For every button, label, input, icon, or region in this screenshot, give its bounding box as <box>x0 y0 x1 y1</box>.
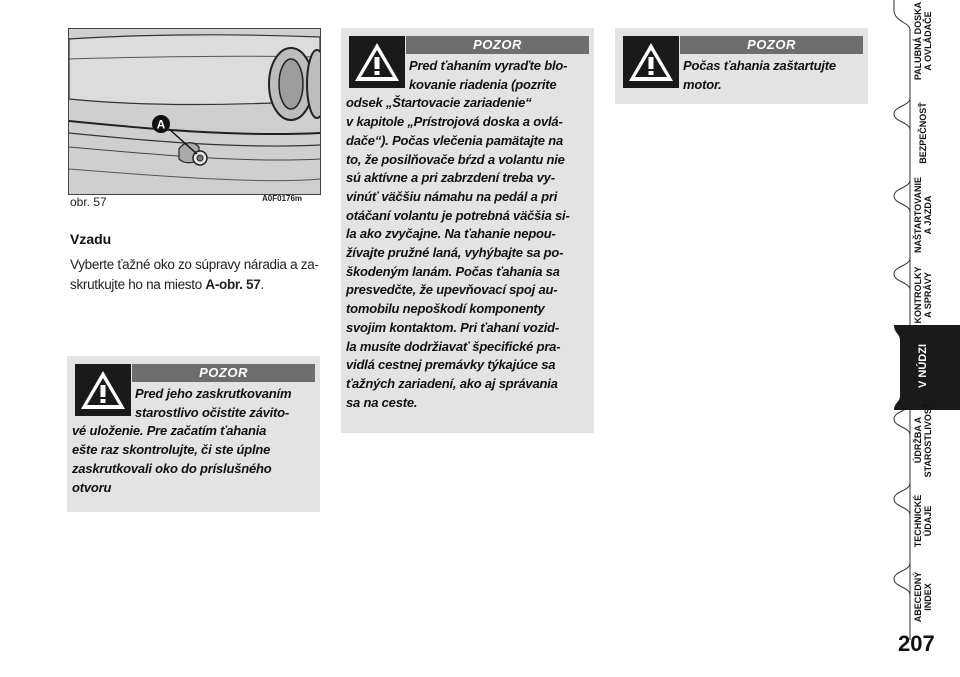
warning-line: kovanie riadenia (pozrite <box>409 76 557 92</box>
tab-label: NAŠTARTOVANIE <box>912 176 923 254</box>
warning-line: tomobilu nepoškodí komponenty <box>346 301 545 317</box>
warning-line: motor. <box>683 76 722 92</box>
body-figure-ref: A-obr. 57 <box>205 277 261 292</box>
tab-label: ÚDAJE <box>922 505 933 537</box>
tab-v-nudzi[interactable] <box>895 333 950 399</box>
warning-line: vinúť väčšiu námahu na pedál a pri <box>346 188 558 204</box>
warning-line: svojim kontaktom. Pri ťahaní vozid- <box>346 319 560 335</box>
warning-box-engine <box>615 28 868 104</box>
warning-text <box>683 57 863 94</box>
tab-abecedny-index[interactable] <box>895 564 950 630</box>
section-heading: Vzadu <box>70 231 112 247</box>
warning-line: odsek „Štartovacie zariadenie“ <box>346 95 532 111</box>
warning-box-steering <box>341 28 594 433</box>
warning-line: Pred ťahaním vyraďte blo- <box>409 58 568 73</box>
warning-line: otvoru <box>72 479 112 495</box>
warning-text <box>346 57 589 412</box>
tab-label: A OVLÁDAČE <box>922 11 933 71</box>
figure-caption: obr. 57 <box>70 195 107 209</box>
warning-line: vidlá cestnej premávky týkajúce sa <box>346 357 556 373</box>
figure-code: A0F0176m <box>262 194 303 203</box>
tab-technicke-udaje[interactable] <box>895 488 950 554</box>
warning-line: zaskrutkovali oko do príslušného <box>72 460 272 476</box>
tab-bezpecnost[interactable] <box>895 100 950 166</box>
tab-label: ABECEDNÝ <box>912 571 923 623</box>
car-rear-illustration <box>69 29 320 194</box>
warning-title: POZOR <box>680 36 863 54</box>
tab-label: A JAZDA <box>922 195 933 235</box>
page-number: 207 <box>898 631 935 656</box>
warning-line: škodeným lanám. Počas ťahania sa <box>346 263 560 279</box>
warning-line: ťažných zariadení, ako aj správania <box>346 375 558 391</box>
tab-nastartovanie[interactable] <box>895 176 950 254</box>
warning-triangle-icon <box>623 36 679 88</box>
warning-line: ešte raz skontrolujte, či ste úplne <box>72 442 271 458</box>
warning-box-thread <box>67 356 320 512</box>
warning-line: presvedčte, že upevňovací spoj au- <box>346 282 558 298</box>
tab-kontrolky[interactable] <box>895 262 950 328</box>
tab-label: KONTROLKY <box>912 266 923 324</box>
warning-line: žívajte pružné laná, vyhýbajte sa po- <box>346 245 564 261</box>
tab-label: STAROSTLIVOSŤ <box>922 402 933 478</box>
warning-line: sú aktívne a pri zabrzdení treba vy- <box>346 170 555 186</box>
body-end: . <box>260 277 264 292</box>
tab-label: TECHNICKÉ <box>912 494 923 548</box>
body-line-2: skrutkujte ho na miesto <box>70 277 206 292</box>
tab-label: INDEX <box>922 583 933 611</box>
warning-line: starostlivo očistite závito- <box>135 404 290 420</box>
tab-udrzba[interactable] <box>895 402 950 478</box>
warning-title: POZOR <box>406 36 589 54</box>
body-line-1: Vyberte ťažné oko zo súpravy náradia a za- <box>70 257 319 272</box>
warning-text <box>72 385 315 497</box>
warning-line: to, že posilňovače bŕzd a volantu nie <box>346 151 565 167</box>
tab-label: V NÚDZI <box>916 344 929 388</box>
tab-label: PALUBNÁ DOSKA <box>912 1 923 81</box>
warning-line: vé uloženie. Pre začatím ťahania <box>72 423 267 439</box>
marker-a-label: A <box>156 117 166 132</box>
tab-palubna-doska[interactable] <box>895 1 950 81</box>
warning-line: Počas ťahania zaštartujte <box>683 58 836 73</box>
figure-image <box>68 28 321 195</box>
tab-label: ÚDRŽBA A <box>912 416 923 464</box>
warning-line: dače“). Počas vlečenia pamätajte na <box>346 132 563 148</box>
warning-line: la ako zvyčajne. Na ťahanie nepou- <box>346 226 556 242</box>
warning-line: sa na ceste. <box>346 394 418 410</box>
warning-line: la musíte dodržiavať špecifické pra- <box>346 338 561 354</box>
tab-label: A SPRÁVY <box>922 272 933 318</box>
warning-line: otáčaní volantu je potrebná väčšia si- <box>346 207 570 223</box>
warning-line: v kapitole „Prístrojová doska a ovlá- <box>346 114 563 130</box>
section-body <box>70 255 325 295</box>
warning-title: POZOR <box>132 364 315 382</box>
tab-label: BEZPEČNOSŤ <box>917 102 928 164</box>
warning-line: Pred jeho zaskrutkovaním <box>135 386 292 401</box>
